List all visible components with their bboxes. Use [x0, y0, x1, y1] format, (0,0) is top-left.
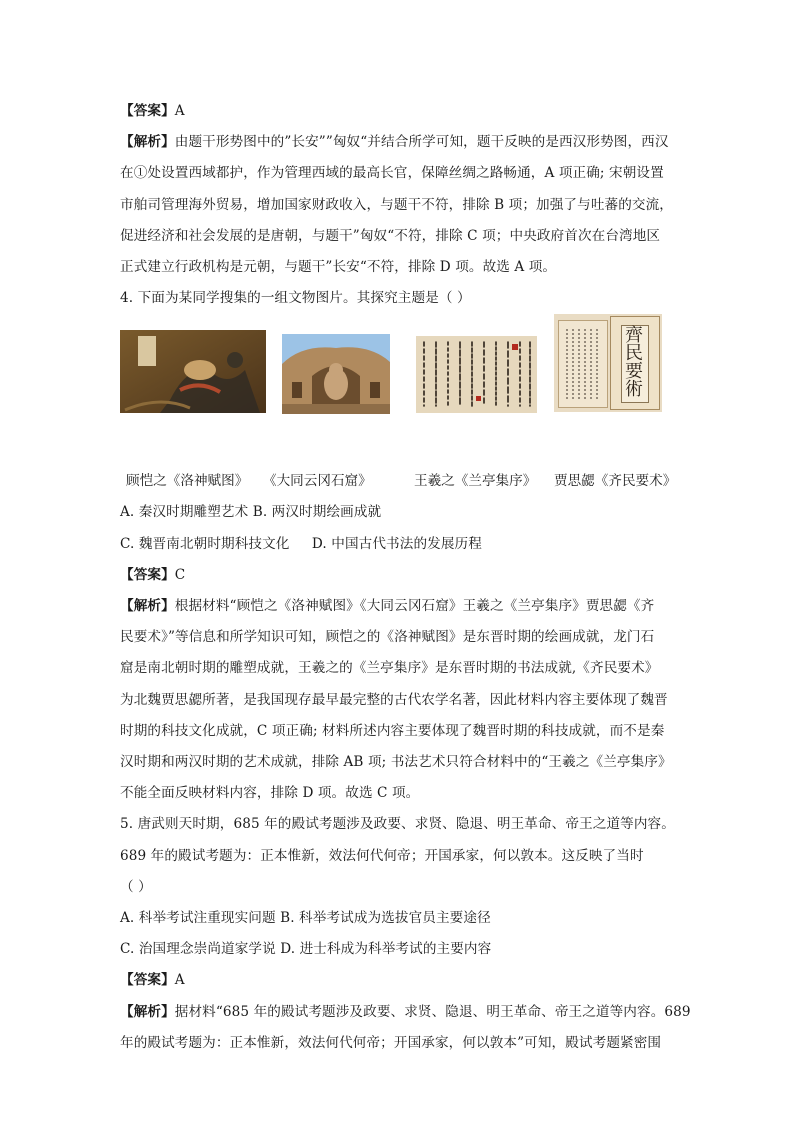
q4-analysis-line: 窟是南北朝时期的雕塑成就，王羲之的《兰亭集序》是东晋时期的书法成就,《齐民要术》	[120, 660, 659, 677]
q4-analysis-line: 为北魏贾思勰所著，是我国现存最早最完整的古代农学名著，因此材料内容主要体现了魏晋	[120, 691, 668, 708]
q4-stem: 4. 下面为某同学搜集的一组文物图片。其探究主题是（ ）	[120, 290, 471, 307]
q4-options-row	[120, 497, 686, 528]
yungang-grottoes-image	[282, 334, 390, 414]
q4-analysis-line: 民要术》”等信息和所学知识可知，顾恺之的《洛神赋图》是东晋时期的绘画成就，龙门石	[120, 629, 655, 646]
option-a: A. 秦汉时期雕塑艺术	[120, 504, 249, 521]
lanting-calligraphy-image	[416, 336, 537, 413]
q5-stem-line: 5. 唐武则天时期，685 年的殿试考题涉及政要、求贤、隐退、明王革命、帝王之道等内容。	[120, 816, 675, 833]
option-d: D. 中国古代书法的发展历程	[311, 535, 482, 552]
q3-analysis-line: 促进经济和社会发展的是唐朝，与题干”匈奴“不符，排除 C 项；中央政府首次在台湾地区	[120, 227, 661, 244]
document-page	[120, 96, 691, 1059]
answer-value: A	[174, 972, 185, 989]
q4-analysis-line: 【解析】根据材料“顾恺之《洛神赋图》《大同云冈石窟》王羲之《兰亭集序》贾思勰《齐	[120, 598, 655, 615]
q5-stem-line: 689 年的殿试考题为：正本惟新，效法何代何帝；开国承家，何以敦本。这反映了当时	[120, 847, 644, 864]
answer-tag: 【答案】	[120, 566, 175, 583]
qimin-yaoshu-book-image	[554, 314, 662, 412]
answer-value: C	[174, 566, 186, 583]
option-b: B. 科举考试成为选拔官员主要途径	[280, 910, 491, 927]
option-a: A. 科举考试注重现实问题	[120, 910, 276, 927]
answer-tag: 【答案】	[120, 972, 175, 989]
q4-analysis-line: 时期的科技文化成就，C 项正确; 材料所述内容主要体现了魏晋时期的科技成就，而不是秦	[120, 722, 665, 739]
analysis-tag: 【解析】	[120, 134, 175, 151]
caption: 王羲之《兰亭集序》	[414, 473, 537, 490]
q5-options-row	[120, 903, 686, 934]
book-title-text: 齊民要術	[625, 325, 643, 401]
option-c: C. 魏晋南北朝时期科技文化	[120, 535, 290, 552]
q4-options-row	[120, 529, 686, 560]
q5-analysis-line: 年的殿试考题为：正本惟新，效法何代何帝；开国承家，何以敦本”可知，殿试考题紧密围	[120, 1034, 662, 1051]
q5-answer	[120, 965, 686, 996]
q4-answer	[120, 560, 686, 591]
q4-image-row	[120, 314, 686, 466]
analysis-tag: 【解析】	[120, 598, 175, 615]
q4-analysis-line: 不能全面反映材料内容，排除 D 项。故选 C 项。	[120, 785, 420, 802]
q4-analysis-line: 汉时期和两汉时期的艺术成就，排除 AB 项; 书法艺术只符合材料中的“王羲之《兰亭集序》	[120, 754, 672, 771]
q3-answer	[120, 96, 686, 127]
answer-tag: 【答案】	[120, 103, 175, 119]
q3-analysis-line: 正式建立行政机构是元朝，与题干”长安“不符，排除 D 项。故选 A 项。	[120, 259, 557, 276]
option-b: B. 两汉时期绘画成就	[252, 504, 382, 521]
option-c: C. 治国理念崇尚道家学说	[120, 941, 276, 958]
q5-analysis-line: 【解析】据材料“685 年的殿试考题涉及政要、求贤、隐退、明王革命、帝王之道等内容。689	[120, 1003, 691, 1020]
answer-value: A	[174, 103, 185, 119]
caption: 贾思勰《齐民要术》	[554, 473, 677, 490]
q4-captions	[120, 466, 686, 497]
q3-analysis-line: 在①处设置西域都护，作为管理西域的最高长官，保障丝绸之路畅通，A 项正确; 宋朝设置	[120, 165, 664, 182]
q3-analysis-line: 【解析】由题干形势图中的”长安””匈奴“并结合所学可知，题干反映的是西汉形势图，西汉	[120, 134, 669, 151]
analysis-tag: 【解析】	[120, 1003, 175, 1020]
q5-options-row	[120, 934, 686, 965]
caption: 顾恺之《洛神赋图》	[126, 473, 249, 490]
q5-stem-line: （ ）	[120, 878, 152, 895]
caption: 《大同云冈石窟》	[263, 473, 372, 490]
luoshen-painting-image	[120, 330, 266, 413]
q3-analysis-line: 市舶司管理海外贸易，增加国家财政收入，与题干不符，排除 B 项；加强了与吐蕃的交流，	[120, 196, 673, 213]
option-d: D. 进士科成为科举考试的主要内容	[280, 941, 492, 958]
